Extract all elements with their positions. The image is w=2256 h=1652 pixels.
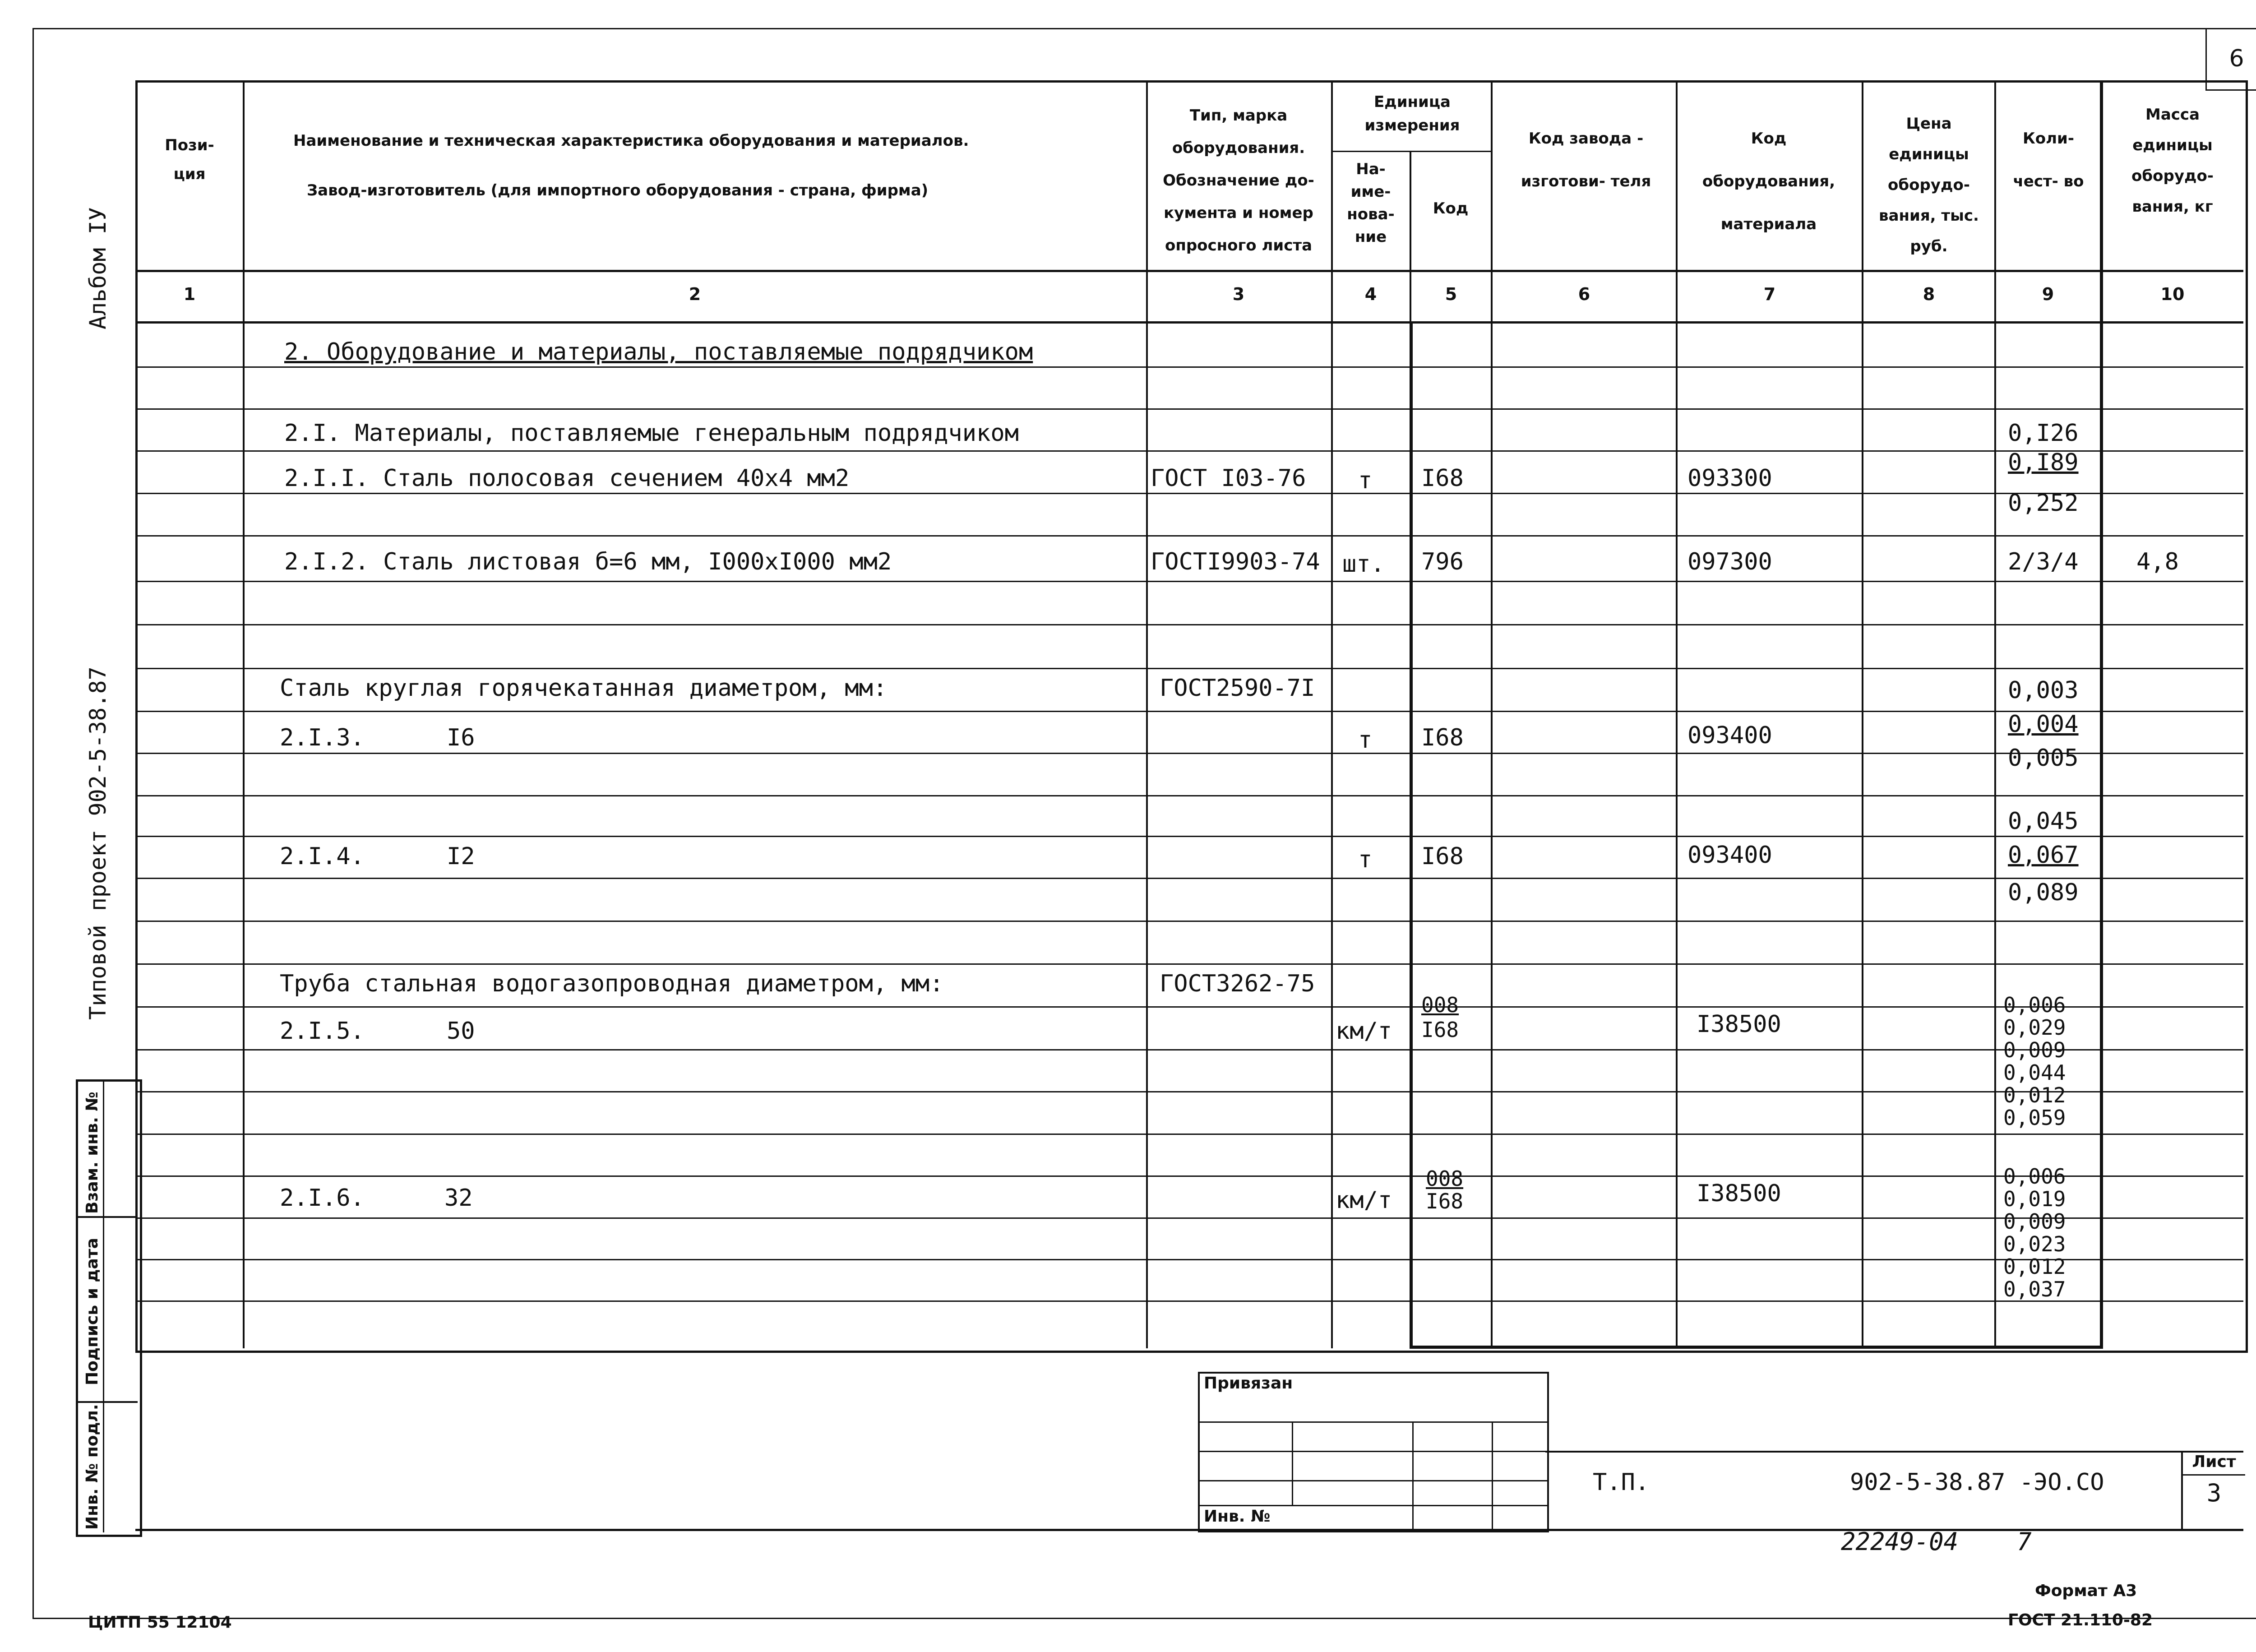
item-unit: км/т [1336, 1018, 1392, 1045]
col-number-7: 7 [1763, 284, 1776, 304]
stamp-vzam: Взам. инв. № [83, 1092, 102, 1214]
item-mass: 4,8 [2136, 548, 2179, 575]
item-unit: т [1358, 727, 1373, 754]
col-number-2: 2 [689, 284, 701, 304]
item-qty-1: 0,006 [2003, 1164, 2066, 1189]
item-doc: ГОСТ I03-76 [1151, 465, 1306, 492]
group-round-steel: Сталь круглая горячекатанная диаметром, мм: [280, 675, 888, 702]
col-header-quantity: Коли- чест- во [2013, 130, 2084, 190]
group-pipe: Труба стальная водогазопроводная диаметром, мм: [280, 970, 944, 997]
item-material-code: I38500 [1697, 1011, 1781, 1038]
item-material-code: 097300 [1687, 548, 1772, 575]
list-box [2181, 1451, 2245, 1531]
item-qty-1: 0,I26 [2008, 420, 2079, 447]
item-name: 2.I.2. Сталь листовая б=6 мм, I000хI000 мм2 [284, 548, 892, 575]
col-header-position: Пози- ция [165, 136, 214, 183]
item-pos: 2.I.3. [280, 724, 365, 751]
item-unit-code: I68 [1421, 465, 1464, 492]
col-number-4: 4 [1364, 284, 1377, 304]
item-qty-3: 0,005 [2008, 745, 2079, 772]
col-header-unit-code: Код [1433, 199, 1469, 217]
item-qty-2: 0,019 [2003, 1187, 2066, 1211]
item-unit-code-1: 008 [1421, 993, 1459, 1017]
item-unit-code: I68 [1421, 724, 1464, 751]
item-unit: шт. [1342, 551, 1385, 578]
col-number-1: 1 [183, 284, 196, 304]
item-material-code: 093400 [1687, 842, 1772, 869]
item-qty-2: 0,004 [2008, 711, 2079, 738]
subsection-title: 2.I. Материалы, поставляемые генеральным подрядчиком [284, 420, 1019, 447]
col-header-name-2: Завод-изготовитель (для импортного оборудования - страна, фирма) [307, 181, 929, 199]
col-number-8: 8 [1923, 284, 1935, 304]
list-label: Лист [2192, 1453, 2236, 1471]
item-qty-5: 0,012 [2003, 1083, 2066, 1107]
handwritten-inventory: 22249-04 7 [1841, 1527, 2032, 1556]
col-number-3: 3 [1232, 284, 1245, 304]
stamp-inv-podl: Инв. № подл. [83, 1404, 102, 1530]
sheet-corner-number: 6 [2229, 45, 2244, 72]
item-pos: 2.I.4. [280, 843, 365, 870]
col-number-10: 10 [2160, 284, 2185, 304]
item-diameter: 50 [447, 1018, 475, 1045]
item-unit-code-2: I68 [1421, 1018, 1459, 1042]
item-doc: ГОСТI9903-74 [1151, 548, 1320, 575]
item-qty-1: 0,003 [2008, 677, 2079, 704]
item-pos: 2.I.6. [280, 1185, 365, 1212]
item-unit-code-1: 008 [1426, 1166, 1464, 1191]
col-header-material-code: Код оборудования, материала [1702, 130, 1835, 233]
format-label: Формат А3 [2035, 1582, 2137, 1600]
item-unit: км/т [1336, 1187, 1392, 1214]
tsitp-label: ЦИТП 55 12104 [88, 1613, 232, 1632]
gost-label: ГОСТ 21.110-82 [2008, 1611, 2153, 1629]
privyazan-label: Привязан [1204, 1374, 1293, 1393]
item-unit: т [1358, 846, 1373, 873]
item-qty-4: 0,044 [2003, 1060, 2066, 1085]
inv-label: Инв. № [1204, 1507, 1271, 1526]
col-header-price: Цена единицы оборудо- вания, тыс. руб. [1879, 115, 1979, 255]
item-qty-3: 0,009 [2003, 1038, 2066, 1062]
section-title: 2. Оборудование и материалы, поставляемые подрядчиком [284, 338, 1033, 366]
col-header-unit: Единица измерения [1364, 93, 1460, 134]
item-qty-5: 0,012 [2003, 1254, 2066, 1279]
col-header-type: Тип, марка оборудования. Обозначение до- кумента и номер опросного листа [1163, 106, 1314, 255]
item-unit-code: 796 [1421, 548, 1464, 575]
item-qty-2: 0,067 [2008, 842, 2079, 869]
item-qty-2: 0,029 [2003, 1015, 2066, 1040]
item-qty-6: 0,059 [2003, 1106, 2066, 1130]
item-diameter: I2 [447, 843, 475, 870]
col-number-9: 9 [2042, 284, 2054, 304]
item-material-code: 093300 [1687, 465, 1772, 492]
item-qty-2: 0,I89 [2008, 449, 2079, 476]
item-unit-code: I68 [1421, 843, 1464, 870]
item-pos: 2.I.5. [280, 1018, 365, 1045]
col-header-mass: Масса единицы оборудо- вания, кг [2131, 106, 2214, 216]
item-name: 2.I.I. Сталь полосовая сечением 40х4 мм2 [284, 465, 850, 492]
album-label: Альбом IУ [85, 207, 111, 329]
item-unit: т [1358, 467, 1373, 494]
item-qty-1: 0,006 [2003, 993, 2066, 1017]
item-qty-1: 0,045 [2008, 808, 2079, 835]
item-qty-3: 0,252 [2008, 490, 2079, 517]
list-value: 3 [2206, 1479, 2222, 1507]
tp-label: Т.П. [1593, 1469, 1650, 1496]
item-qty: 2/3/4 [2008, 548, 2079, 575]
item-material-code: 093400 [1687, 722, 1772, 749]
item-unit-code-2: I68 [1426, 1189, 1464, 1213]
col-header-unit-name: На- име- нова- ние [1347, 160, 1395, 246]
group-pipe-doc: ГОСТ3262-75 [1160, 970, 1315, 997]
group-round-steel-doc: ГОСТ2590-7I [1160, 675, 1315, 702]
stamp-podpis: Подпись и дата [83, 1238, 102, 1385]
item-qty-3: 0,089 [2008, 879, 2079, 906]
col-header-factory-code: Код завода - изготови- теля [1521, 130, 1651, 190]
col-header-name-1: Наименование и техническая характеристика оборудования и материалов. [293, 132, 969, 150]
document-designation: 902-5-38.87 -ЭО.СО [1850, 1469, 2104, 1496]
item-qty-4: 0,023 [2003, 1232, 2066, 1256]
col-number-6: 6 [1578, 284, 1590, 304]
item-diameter: 32 [444, 1185, 473, 1212]
project-label: Типовой проект 902-5-38.87 [85, 666, 111, 1020]
item-qty-3: 0,009 [2003, 1209, 2066, 1234]
item-qty-6: 0,037 [2003, 1277, 2066, 1301]
item-diameter: I6 [447, 724, 475, 751]
col-number-5: 5 [1445, 284, 1457, 304]
item-material-code: I38500 [1697, 1180, 1781, 1207]
